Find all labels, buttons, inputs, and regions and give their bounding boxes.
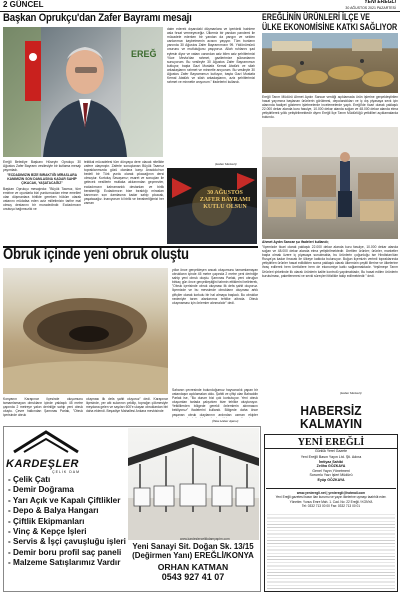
contact-line: www.yeniereglі.net | yeniereglі@hotmail.com: [296, 491, 366, 495]
service-item: - Demir Doğrama: [8, 485, 74, 495]
masthead-contacts: [266, 488, 396, 508]
masthead-credits: [265, 455, 397, 483]
mayor-body-2: tektikal mücadelesi tüm dünyaya dere olacak nitelikte zafere ulaşmıştır. Zaferle sonuçlanan Büyük Taarruz topraklarımızda gözü olanlara karşı Anadolu'nun bedeli bir Türk yurdu olarak çıkacağının dersi olmuştur. Kurtuluş Savaşımız; esaret ve sonuçları ile gelecek nesillerin mutlaka akılarımdan geçmezler, ecdadımızın kahramanlık destanları ve birlik beraberliği. Ecdadımızın bize bıraktığı mirasları kanımızın son damlasına kadar sahip çıkacak, yaşatacağız. İnanıyorum ki birlik ve beraberliğimizi her zaman: [84, 160, 164, 205]
service-item: - Çiftlik Ekipmanları: [8, 516, 85, 526]
mayor-intro-column: [3, 160, 81, 246]
promo-line1: HABERSİZ: [300, 403, 362, 418]
exports-body-top: Ereğli Tarım Müdürü Ahmet Aydın Sancar verdiği açıklamada ürün işlerine gerçekleştirilen hasat yayımına başlanan ürünlerin görülmesi, depolandıkları ve iç dış piyasaya sevk için alanında faaliyet gösteren işletmelerde incelemelerde yaptı. Ereğli'de ticari olarak yaklaşık 22.000 dekar alanda kuru fasulye, 10.000 dekar alanda soğan ve 48.000 dekar alanda elma yetiştirilerek yıllık yetiştirilmektedir diyen Ereğli İlçe Tarım Müdürlüğü yetkilileri açıklamalarda bulundu.: [262, 95, 398, 120]
sinkhole-illustration: [3, 268, 168, 394]
issue-date: 30 AĞUSTOS 2021 PAZARTESİ: [345, 6, 396, 10]
kardesler-services-list: [8, 475, 128, 569]
mayor-intro: Ereğli Belediye Başkanı Hüseyin Oprukçu 30 Ağustos Zafer Bayramı vesilesiyle bir kutlama mesajı yayımladı.: [3, 160, 81, 173]
zafer-bayrami-banner: [167, 168, 257, 244]
credit-line: Genel Yayın Yönetmeni: [312, 468, 350, 473]
contact-line: Tel: 0332 713 00 00 Fax: 0332 713 00 01: [301, 503, 361, 508]
kardesler-owner: ORHAN KATMAN: [157, 562, 229, 572]
mayor-body-3: daim ederek dışarıdaki düşmanlara ve içerideki hainlere asla fırsat vermeyeceğiz. Ülkemiz bir yandan pandemi ile mücadele ederken bir yandan da yangın ve selden canlarımızı kaybetmenin acısını yaşıyor. Tüm bunların yanında 30 Ağustos Zafer Bayramımızın 99. Yıldönümünü onurunu ve mutluluğunu yaşıyoruz. Allah ruhlarını şad eylesin diyor ve vatanı canından aziz bilen aziz şehitlerimizi Yüce Mevla'dan rahmet, gazilerimize şükranlarımı sunuyorum. Bu vesileyle 30 Ağustos Zafer Bayramımızı kutluyor, başta Gazi Mustafa Kemal Atatürk ve silah arkadaşlarını rahmet ve minnetle anıyorum. Bu vesileyle 30 Ağustos Zafer Bayramımızı kutluyor, başta Gazi Mustafa Kemal Atatürk ve silah arkadaşlarını, aziz şehitlerimizi rahmet ve minnetle anıyorum." ifadelerini kullandı.: [167, 27, 255, 85]
service-item: - Malzeme Satışlarımız Vardır: [8, 558, 121, 568]
credit-line: Yeni Ereğli Basın Yayın Ltd. Şti. Adına: [300, 455, 362, 459]
service-item: - Çelik Çatı: [8, 475, 51, 484]
sinkhole-caption-left: Konyanın Karapınar ilçesinde oluşumunu tamamlamayan obrukların içinde yaklaşık 45 metre çapında 2 metreye yakın derinliğe sahip yeni obruk oluştu. Çevre halkından Şamınas Parlak, "Obruk içerisinde obruk: [3, 397, 83, 418]
paper-name: YENİ EREĞLİ: [364, 0, 396, 5]
exports-body-bottom: "İlçemizde ticari olarak yaklaşık 22.000 dekar alanda kuru fasulye, 10.000 dekar alanda soğan ve 48.000 dekar alanda elma yetiştirilmektedir. Üretilen ürünler; ürünler, marketler başta olmak üzere iç piyasaya sunulmakta, bu ürünlerin çoğunluğu ise Hindistan'dan Rusya'ya kadar ihracatı ile ülkeye katkıda bulunuyor. Buğun ilçemizin verimli topraklarında yetiştirilen ürünler hasat edildikten sonra yaklaşık olarak ülkemizin çeşitli illerine ve ülkelerine ihraç edilerek hem üreticilere hem de ekonomiye katkı sağlanmaktadır. Yeşilmeşe Tarım Ürünleri şirketinde ilk olarak ürünlerin kalite kontrolü yapılmaktadır, Bu hasat edilen ürünlerin kurutulması, paketlenmesi ve sevki süreçleri titizlikle takip edilmektedir." dedi.: [262, 245, 398, 278]
sinkhole-photo: [3, 268, 168, 394]
exports-headline-line1: EREĞLİNİN ÜRÜNLERİ İLÇE VE: [262, 12, 370, 22]
mayor-source: (Haber Merkezi): [215, 162, 237, 166]
credit-line: Zeliha GÖZKAYA: [316, 464, 346, 469]
kardesler-logo: [6, 430, 86, 474]
sinkhole-caption-mid: oluşması ilk defa şahit oluyoruz" dedi. Karapınar ilçesinde, yer altı sularının çekilip, toprağın çökmesiyle meydana gelen ve sayıları 600'e ulaşan obruklardan biri daha eklendi. Beşadiye Mahallesi Ankara mevkisinde: [86, 397, 168, 414]
page-header: [0, 0, 400, 12]
contact-line: Yeni Ereğli gazetesi basın ilan kurumu ve yayın ilkelerine uymayı taahhüt eder.: [275, 495, 387, 500]
exports-source: (Haber Merkezi): [340, 391, 362, 395]
mayor-headline: Başkan Oprukçu'dan Zafer Bayramı mesajı: [3, 12, 192, 24]
service-item: - Servis & İşçi çavuşluğu işleri: [8, 537, 126, 547]
service-item: - Yarı Açık ve Kapalı Çiftlikler: [8, 495, 121, 505]
mayor-photo: [3, 27, 163, 157]
exports-headline-line2: ÜLKE EKONOMİSİNE KATKI SAĞLIYOR: [262, 21, 398, 32]
svg-text:EREĞ: EREĞ: [131, 49, 157, 59]
masthead-subtitle: Günlük Yerel Gazete: [314, 449, 348, 453]
credit-line: İmtiyaz Sahibi: [319, 459, 343, 464]
kardesler-phone: 0543 927 41 07: [161, 572, 225, 582]
warehouse-illustration: [262, 127, 398, 239]
service-item: - Vinç & Kepçe İşleri: [8, 527, 87, 537]
kardesler-address-line1: Yeni Sanayi Sit. Doğan Sk. 13/15: [132, 541, 254, 551]
sinkhole-col2: Sahanın çevresinde bulunduğumuz hayvancılık yapan bir vatandaşın açıklamaları oldu. Şahiti ve çiftçi olan Bahaddin Parlak ise, "Bu durum bizi çok korkutuyor. Yeni obruk oluşumları tarlada çalışırken bize tehlike oluşturuyor. Yetkililerden bölgede gerekli önlemlerin alınmasını bekliyoruz" ifadelerini kullandı. Bölgede daha önce yaşanan obruk olaylarının ardından uzman ekipler: [172, 388, 258, 417]
masthead-title: YENİ EREĞLİ: [265, 437, 397, 449]
field-illustration: [262, 33, 398, 93]
sinkhole-col1: yıllar önce gerçekleşen ancak oluşumunu tamamlamayan obrukların içinde 45 metre çapında 2 metre yeni derinliğe sahip yeni obruk oluştu. Şamınas Parlak, yeni obruğun birkaç gün önce gerçekleştiğini tahmin ettiklerini belirterek, "Obruk içerisinde obruk oluşması ilk defa şahit oluyoruz. İlçemizde ve bu mevsimde obrukların oluşması artık çiftçiler olarak korkulu bir hal almaya başladı. Bu obruklar nedeniyle tarım alanlarımız tehlike altında. Obruk oluşmaması için önlemler alınmalıdır" dedi.: [172, 268, 258, 305]
promo-line2: KALMAYIN: [299, 416, 363, 431]
service-item: - Depo & Balya Hangarı: [8, 506, 99, 516]
kardesler-address-line2: (Değirmen Yanı) EREĞLİ/KONYA: [132, 550, 254, 560]
service-item: - Demir boru profil saç paneli: [8, 547, 122, 557]
exports-headline: [262, 12, 398, 32]
page-label: 2 GÜNCEL: [3, 0, 44, 9]
kardesler-address: [126, 542, 260, 582]
banner-text: 30 AĞUSTOS ZAFER BAYRAMI KUTLU OLSUN: [199, 190, 251, 210]
mayor-subhead: "ECDADIMIZIN BİZE BIRAKTIĞI MİRASLARA KANIMIZIN SON DAMLASINA KADAR SAHİP ÇIKACAK, YAŞATACAĞIZ": [6, 173, 78, 186]
newsletter-promo: [264, 404, 398, 430]
mayor-body-1: Başkan Oprukçu mesajında: "Büyük Taarruz, tüm emirine ve oyunlarla bizi yurdumuzdan etme emelleri olan düşmanlara birlikte gereken hüküm olarak vatanını müdafaa eden aziz milletimizin tarihe mal olmuş destanını bir muradedindir. Ecdadımızın unutuşu bağımsızlık ve: [3, 186, 81, 212]
kardesler-website: www.kardeslerceltikdamyapim.com: [180, 537, 230, 541]
onion-field-photo: [262, 33, 398, 93]
steel-barn-photo: [128, 428, 259, 540]
credit-line: Eyüp GÖZKAYA: [317, 477, 345, 482]
masthead-fineprint-area: [267, 512, 395, 590]
person-illustration: [3, 27, 163, 157]
barn-structure-illustration: [128, 428, 259, 540]
sinkhole-headline: Obruk içinde yeni obruk oluştu: [3, 246, 189, 263]
kardesler-brand: KARDEŞLER: [6, 458, 79, 470]
barn-roof-icon: [6, 430, 86, 454]
kardesler-sub: ÇELİK DAM: [52, 470, 80, 474]
contact-line: Yönetim: Yunus Emre Mah. 1. Cad. No: 22 Ereğli / KONYA: [289, 499, 373, 504]
sinkhole-source: (İhlas Haber Ajansı): [212, 419, 239, 423]
exports-caption: Ahmet Aydın Sancar şu ifadeleri kullandı;: [262, 240, 329, 244]
warehouse-photo: [262, 127, 398, 239]
credit-line: Sorumlu Yazı İşleri Müdürü: [309, 473, 353, 478]
